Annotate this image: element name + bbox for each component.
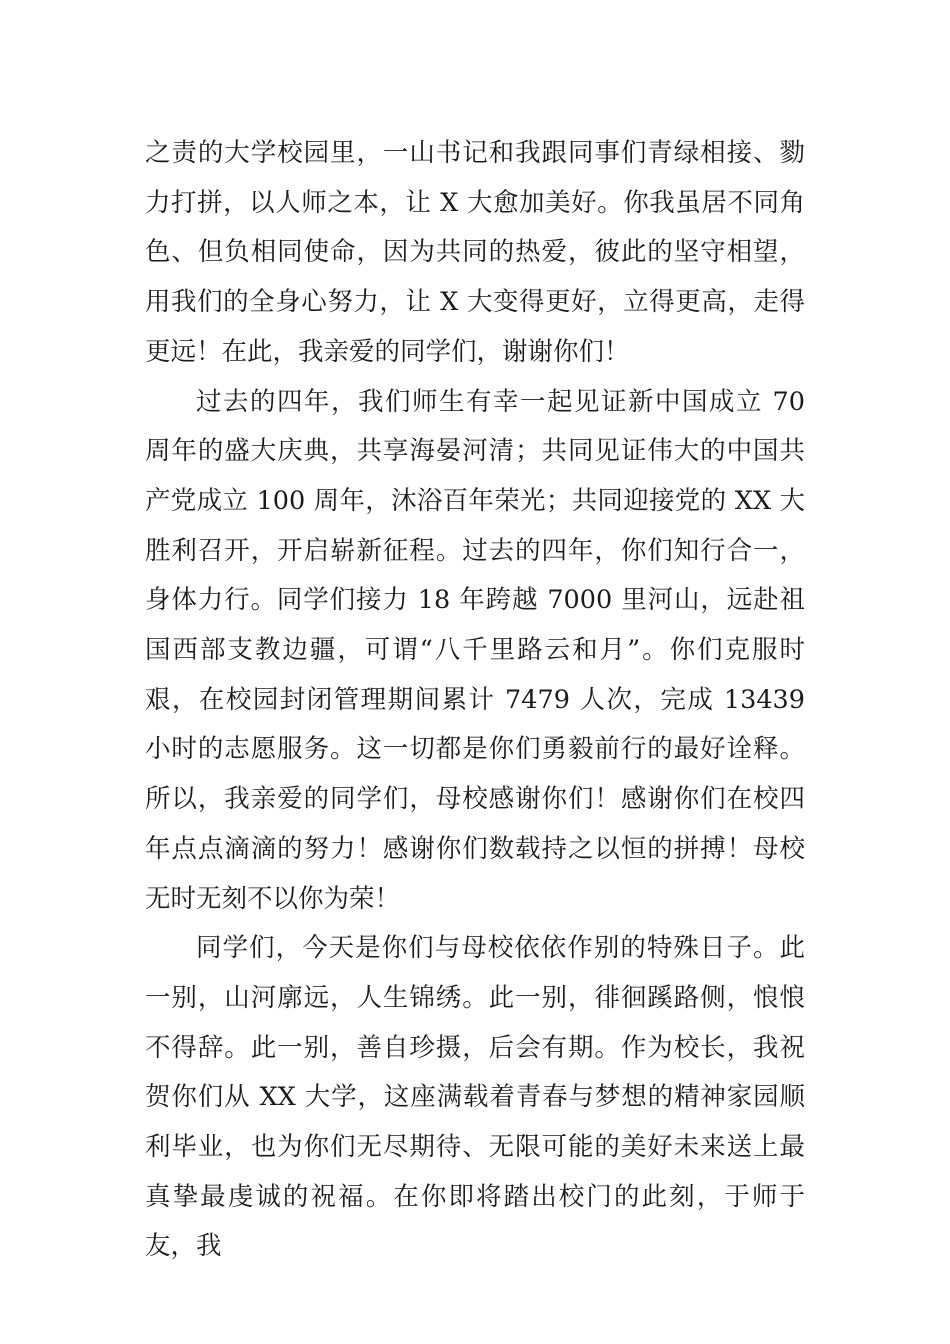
paragraph-continuation: 之责的大学校园里，一山书记和我跟同事们青绿相接、勠力打拼，以人师之本，让 X 大愈加美好。你我虽居不同角色、但负相同使命，因为共同的热爱，彼此的坚守相望，用我们的全身心努力，让 X 大变得更好，立得更高，走得更远！在此，我亲爱的同学们，谢谢你们！ bbox=[145, 138, 805, 367]
paragraph-farewell: 同学们，今天是你们与母校依依作别的特殊日子。此一别，山河廓远，人生锦绣。此一别，徘徊蹊路侧，悢悢不得辞。此一别，善自珍摄，后会有期。作为校长，我祝贺你们从 XX 大学，这座满载着青春与梦想的精神家园顺利毕业，也为你们无尽期待、无限可能的美好未来送上最真挚最虔诚的祝福。在你即将踏出校门的此刻，于师于友，我 bbox=[145, 933, 805, 1262]
paragraph-past-four-years: 过去的四年，我们师生有幸一起见证新中国成立 70 周年的盛大庆典，共享海晏河清；共同见证伟大的中国共产党成立 100 周年，沐浴百年荣光；共同迎接党的 XX 大胜利召开，开启崭新征程。过去的四年，你们知行合一，身体力行。同学们接力 18 年跨越 7000 里河山，远赴祖国西部支教边疆，可谓“八千里路云和月”。你们克服时艰，在校园封闭管理期间累计 7479 人次，完成 13439 小时的志愿服务。这一切都是你们勇毅前行的最好诠释。所以，我亲爱的同学们，母校感谢你们！感谢你们在校四年点点滴滴的努力！感谢你们数载持之以恒的拼搏！母校无时无刻不以你为荣！ bbox=[145, 386, 805, 914]
document-page bbox=[145, 129, 805, 1272]
